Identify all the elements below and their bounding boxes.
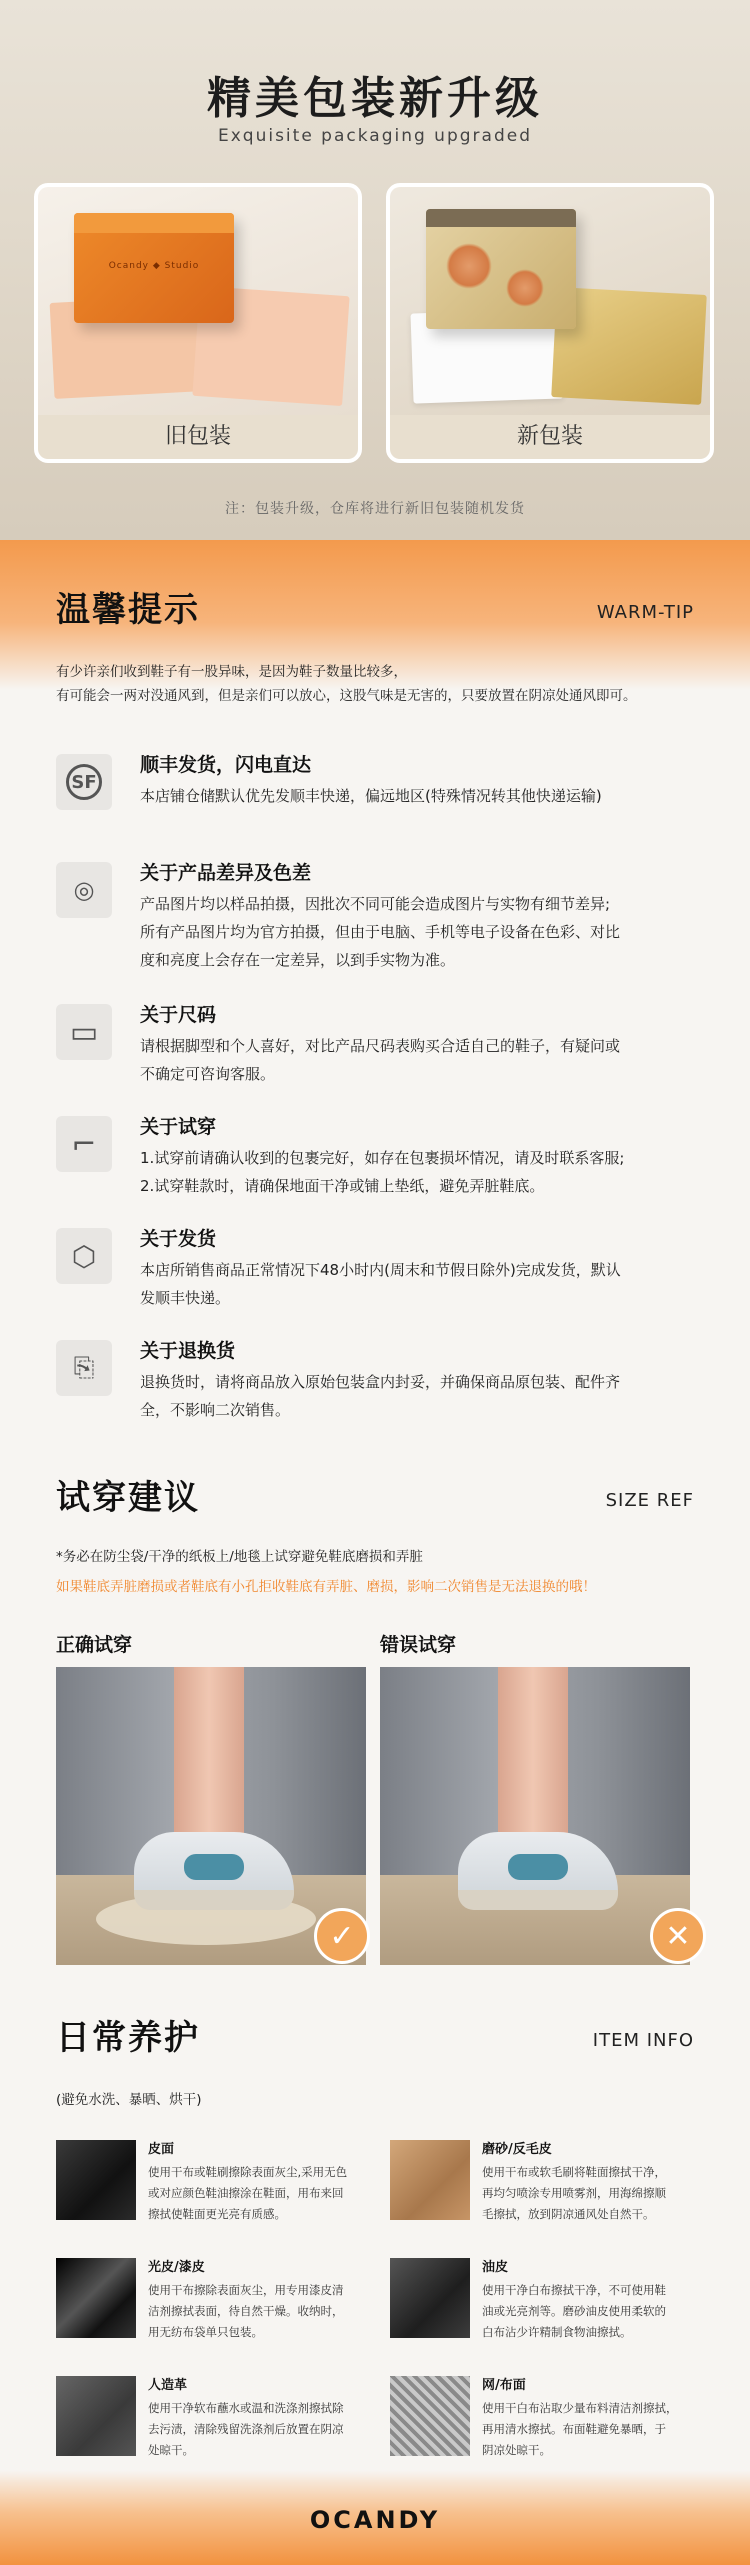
material-swatch bbox=[390, 2140, 470, 2220]
packaging-title: 精美包装新升级 bbox=[207, 73, 543, 124]
old-packaging-label: 旧包装 bbox=[38, 415, 358, 459]
tip-title: 关于试穿 bbox=[140, 1116, 217, 1138]
color-circles-icon: ◎ bbox=[56, 862, 112, 918]
care-item-body: 使用干布擦除表面灰尘，用专用漆皮清 洁剂擦拭表面，待自然干燥。收纳时， 用无纺布袋单只包装。 bbox=[148, 2283, 344, 2339]
care-item-synthetic bbox=[56, 2376, 386, 2476]
care-item-patent bbox=[56, 2258, 386, 2358]
packaging-subtitle: Exquisite packaging upgraded bbox=[217, 126, 532, 146]
tip-body: 本店所销售商品正常情况下48小时内(周末和节假日除外)完成发货，默认 发顺丰快递。 bbox=[140, 1261, 621, 1307]
intro-line: 有少许亲们收到鞋子有一股异味，是因为鞋子数量比较多， bbox=[56, 664, 407, 680]
sneaker bbox=[134, 1832, 294, 1910]
warm-tip-intro bbox=[56, 660, 716, 708]
care-tag: ITEM INFO bbox=[592, 2030, 694, 2051]
care-item-title: 光皮/漆皮 bbox=[148, 2260, 205, 2275]
packaging-section bbox=[0, 0, 750, 540]
cross-icon: ✕ bbox=[650, 1908, 706, 1964]
high-heel-icon: ⌐ bbox=[56, 1116, 112, 1172]
warm-tip-tag: WARM-TIP bbox=[596, 602, 694, 623]
care-item-mesh bbox=[390, 2376, 720, 2476]
care-item-body: 使用干布或鞋刷擦除表面灰尘,采用无色 或对应颜色鞋油擦涂在鞋面，用布来回 擦拭使鞋面更光亮有质感。 bbox=[148, 2165, 348, 2221]
new-packaging-card bbox=[386, 183, 714, 463]
packaging-note: 注：包装升级，仓库将进行新旧包装随机发货 bbox=[225, 501, 525, 517]
package-icon: ⬡ bbox=[56, 1228, 112, 1284]
care-item-body: 使用干净白布擦拭干净，不可使用鞋 油或光亮剂等。磨砂油皮使用柔软的 白布沾少许精制食物油擦拭。 bbox=[482, 2283, 666, 2339]
care-item-title: 磨砂/反毛皮 bbox=[482, 2142, 552, 2157]
care-item-leather bbox=[56, 2140, 386, 2240]
old-packaging-card bbox=[34, 183, 362, 463]
material-swatch bbox=[56, 2140, 136, 2220]
fitting-note: *务必在防尘袋/干净的纸板上/地毯上试穿避免鞋底磨损和弄脏 bbox=[56, 1549, 423, 1565]
warm-tip-title: 温馨提示 bbox=[56, 590, 200, 630]
care-title: 日常养护 bbox=[56, 2018, 200, 2058]
care-item-body: 使用干白布沾取少量布料清洁剂擦拭， 再用清水擦拭。布面鞋避免暴晒，于 阴凉处晾干。 bbox=[482, 2401, 678, 2457]
sf-express-icon: SF bbox=[56, 754, 112, 810]
return-icon: ⎘ bbox=[56, 1340, 112, 1396]
wrong-fitting-label: 错误试穿 bbox=[380, 1634, 457, 1656]
new-packaging-label: 新包装 bbox=[390, 415, 710, 459]
tip-title: 关于尺码 bbox=[140, 1004, 217, 1026]
intro-line: 有可能会一两对没通风到，但是亲们可以放心，这股气味是无害的，只要放置在阴凉处通风即可。 bbox=[56, 688, 637, 704]
new-packaging-photo bbox=[390, 187, 710, 415]
material-swatch bbox=[390, 2258, 470, 2338]
care-item-title: 皮面 bbox=[148, 2142, 175, 2157]
care-item-suede bbox=[390, 2140, 720, 2240]
care-item-body: 使用干布或软毛刷将鞋面擦拭干净， 再均匀喷涂专用喷雾剂，用海绵擦顺 毛擦拭，放到阴凉通风处自然干。 bbox=[482, 2165, 666, 2221]
correct-fitting-label: 正确试穿 bbox=[56, 1634, 133, 1656]
tip-title: 关于退换货 bbox=[140, 1340, 236, 1362]
tip-body: 本店铺仓储默认优先发顺丰快递，偏远地区(特殊情况转其他快递运输) bbox=[140, 787, 602, 805]
tip-body: 1.试穿前请确认收到的包裹完好，如存在包裹损坏情况，请及时联系客服; 2.试穿鞋款时，请确保地面干净或铺上垫纸，避免弄脏鞋底。 bbox=[140, 1149, 625, 1195]
tip-title: 关于发货 bbox=[140, 1228, 217, 1250]
fitting-tag: SIZE REF bbox=[605, 1490, 694, 1511]
care-item-body: 使用干净软布蘸水或温和洗涤剂擦拭除 去污渍，清除残留洗涤剂后放置在阴凉 处晾干。 bbox=[148, 2401, 344, 2457]
care-item-oil-leather bbox=[390, 2258, 720, 2358]
ruler-icon: ▭ bbox=[56, 1004, 112, 1060]
old-packaging-photo bbox=[38, 187, 358, 415]
sneaker bbox=[458, 1832, 618, 1910]
care-item-title: 油皮 bbox=[482, 2260, 509, 2275]
care-subtitle: (避免水洗、暴晒、烘干) bbox=[56, 2092, 202, 2108]
tip-body: 请根据脚型和个人喜好，对比产品尺码表购买合适自己的鞋子，有疑问或 不确定可咨询客服。 bbox=[140, 1037, 621, 1083]
wrong-fitting-photo bbox=[380, 1667, 690, 1965]
material-swatch bbox=[56, 2376, 136, 2456]
tip-body: 产品图片均以样品拍摄，因批次不同可能会造成图片与实物有细节差异; 所有产品图片均为官方拍摄，但由于电脑、手机等电子设备在色彩、对比 度和亮度上会存在一定差异，以到手实物为准。 bbox=[140, 895, 621, 969]
check-icon: ✓ bbox=[314, 1908, 370, 1964]
tip-title: 顺丰发货，闪电直达 bbox=[140, 754, 312, 776]
material-swatch bbox=[56, 2258, 136, 2338]
fitting-warning: 如果鞋底弄脏磨损或者鞋底有小孔拒收鞋底有弄脏、磨损，影响二次销售是无法退换的哦！ bbox=[56, 1579, 596, 1595]
care-item-title: 人造革 bbox=[148, 2378, 188, 2393]
gold-shoebox bbox=[426, 209, 576, 329]
tip-body: 退换货时，请将商品放入原始包装盒内封妥，并确保商品原包装、配件齐 全，不影响二次销售。 bbox=[140, 1373, 621, 1419]
fitting-title: 试穿建议 bbox=[56, 1478, 200, 1518]
orange-shoebox bbox=[74, 213, 234, 323]
box-brand-text: Ocandy ◆ Studio bbox=[108, 261, 200, 271]
care-item-title: 网/布面 bbox=[482, 2378, 526, 2393]
material-swatch bbox=[390, 2376, 470, 2456]
brand-logo: OCANDY bbox=[309, 2506, 441, 2534]
tip-title: 关于产品差异及色差 bbox=[140, 862, 312, 884]
